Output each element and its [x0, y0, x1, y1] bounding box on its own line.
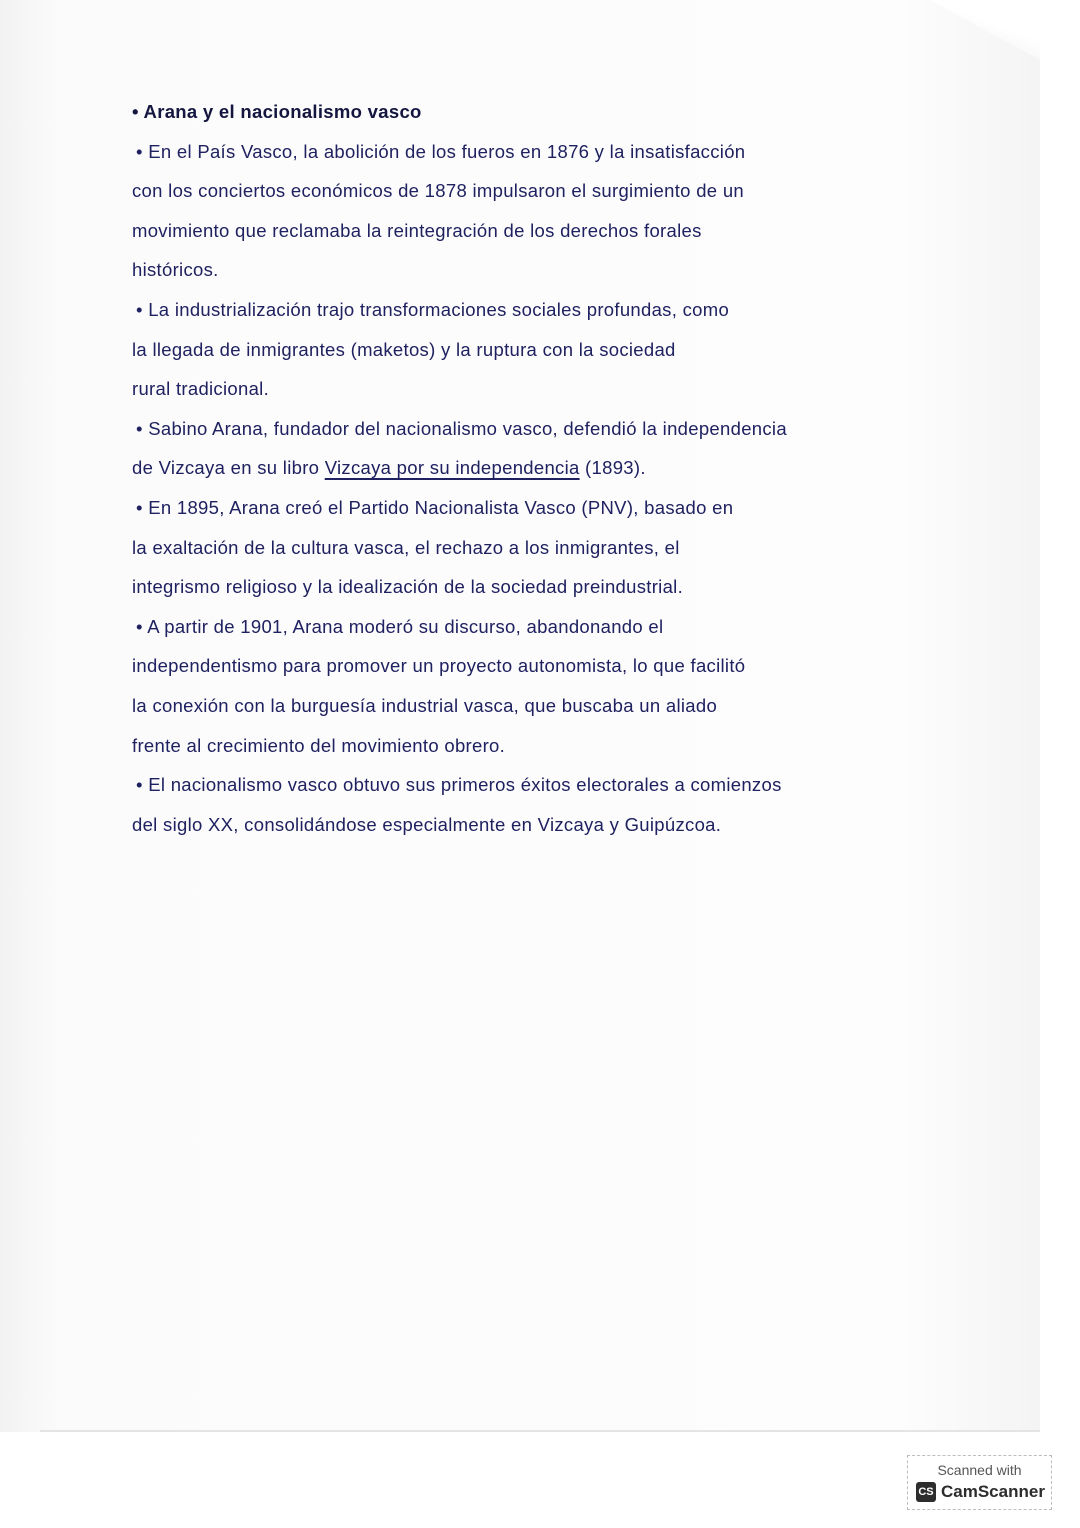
text-line: • La industrialización trajo transformaciones sociales profundas, como [136, 298, 730, 320]
text-line: la llegada de inmigrantes (maketos) y la ruptura con la sociedad [132, 338, 676, 360]
text-line-book [132, 448, 982, 488]
camscanner-logo-icon: CS [916, 1482, 936, 1502]
camscanner-watermark [907, 1455, 1052, 1510]
text-line: frente al crecimiento del movimiento obrero. [132, 734, 506, 756]
section-heading: • Arana y el nacionalismo vasco [132, 101, 422, 122]
text-line: movimiento que reclamaba la reintegración de los derechos forales [132, 219, 702, 241]
text-line: • El nacionalismo vasco obtuvo sus primeros éxitos electorales a comienzos [136, 774, 782, 796]
text-line: integrismo religioso y la idealización de la sociedad preindustrial. [132, 576, 684, 598]
text-line: del siglo XX, consolidándose especialmente en Vizcaya y Guipúzcoa. [132, 813, 722, 835]
text-fragment: (1893). [579, 457, 646, 479]
page-bottom-edge [40, 1430, 1040, 1432]
text-fragment: de Vizcaya en su libro [132, 457, 325, 479]
camscanner-brand-name: CamScanner [941, 1482, 1045, 1501]
text-line: independentismo para promover un proyecto autonomista, lo que facilitó [132, 655, 746, 677]
text-line: la exaltación de la cultura vasca, el rechazo a los inmigrantes, el [132, 536, 680, 558]
text-line: • En 1895, Arana creó el Partido Nacionalista Vasco (PNV), basado en [136, 496, 734, 518]
scanned-with-label: Scanned with [937, 1462, 1022, 1478]
page-margin [1040, 0, 1080, 1528]
text-line: con los conciertos económicos de 1878 impulsaron el surgimiento de un [132, 180, 745, 202]
text-line: históricos. [132, 259, 219, 281]
text-line: la conexión con la burguesía industrial vasca, que buscaba un aliado [132, 694, 718, 716]
handwritten-notes [132, 92, 982, 844]
text-line: rural tradicional. [132, 378, 270, 400]
text-line: • Sabino Arana, fundador del nacionalismo vasco, defendió la independencia [136, 417, 787, 439]
book-title: Vizcaya por su independencia [324, 457, 580, 479]
camscanner-brand [916, 1482, 1045, 1502]
text-line: • En el País Vasco, la abolición de los fueros en 1876 y la insatisfacción [136, 140, 746, 162]
text-line: • A partir de 1901, Arana moderó su discurso, abandonando el [136, 615, 664, 637]
